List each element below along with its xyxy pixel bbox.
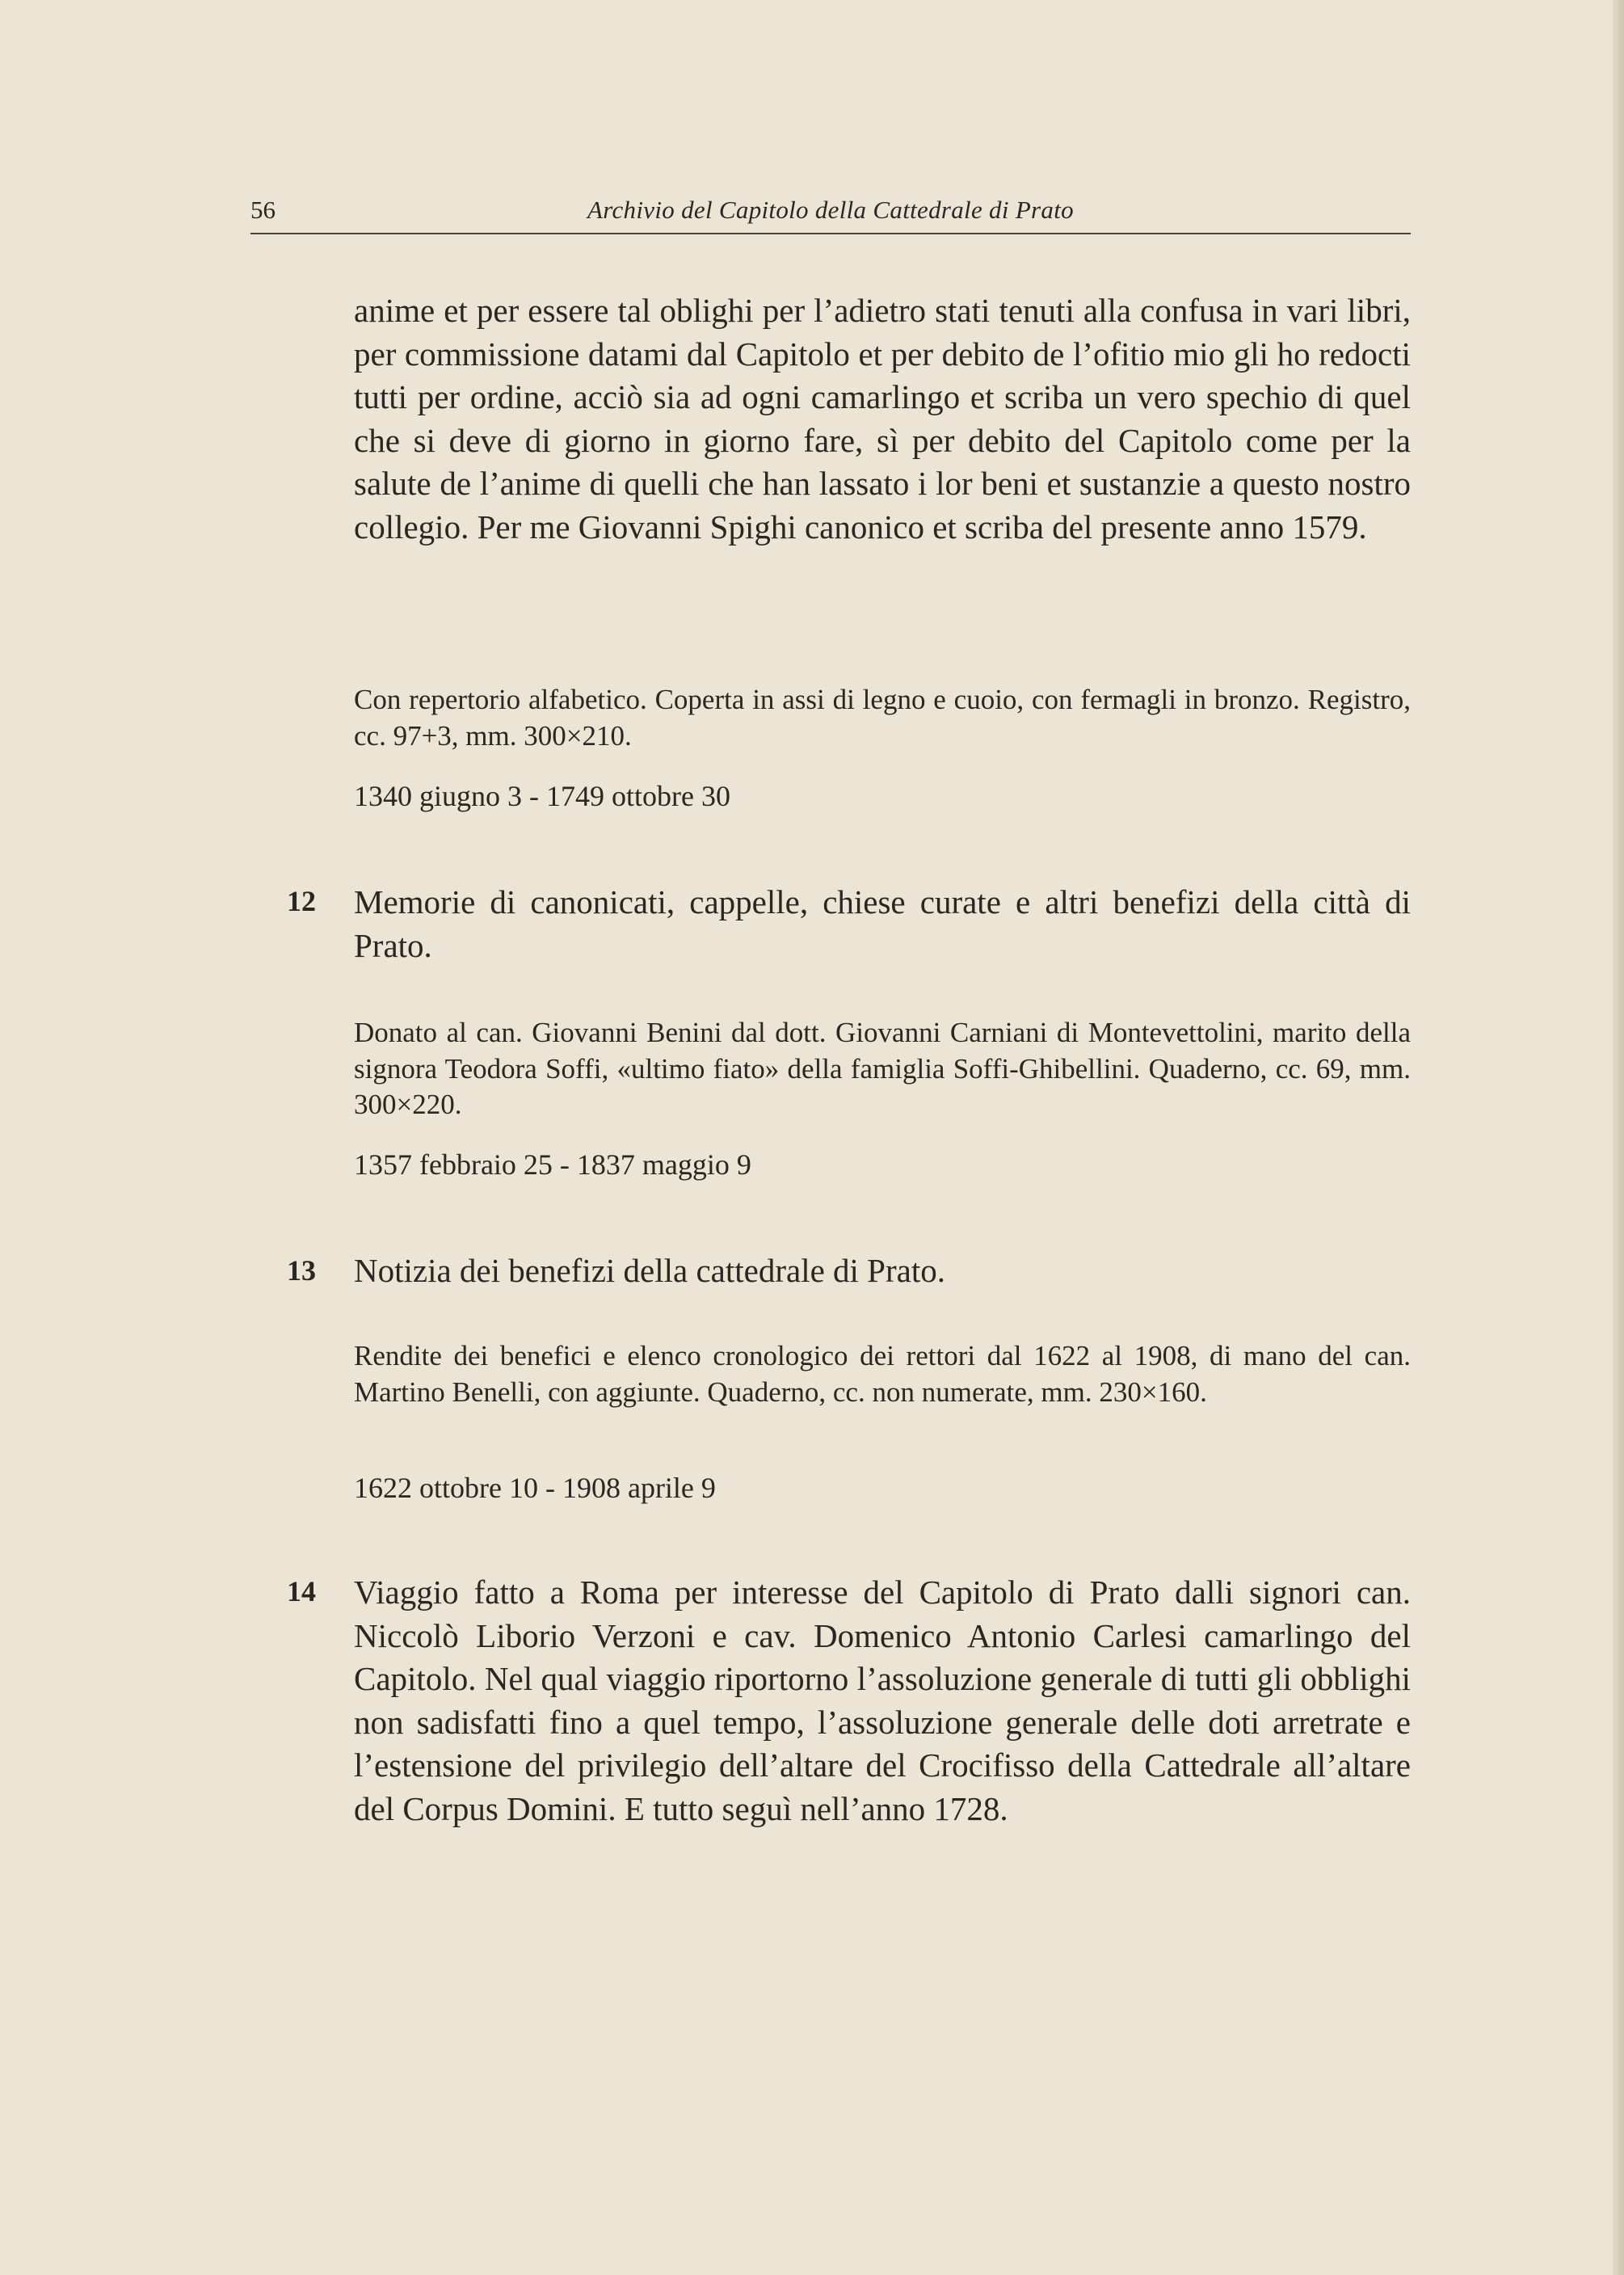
header-title: Archivio del Capitolo della Cattedrale di Prato (587, 196, 1074, 224)
entry-14-number: 14 (287, 1575, 316, 1607)
entry-12-date: 1357 febbraio 25 - 1837 maggio 9 (354, 1148, 751, 1181)
running-head (250, 192, 1411, 234)
entry-12-title: Memorie di canonicati, cappelle, chiese curate e altri benefizi della città di Prato. (354, 883, 1411, 964)
entry-13-number: 13 (287, 1254, 316, 1287)
page-number: 56 (250, 196, 276, 224)
page-edge (1613, 0, 1624, 2275)
entry-13-title: Notizia dei benefizi della cattedrale di Prato. (354, 1252, 945, 1289)
entry-13-date: 1622 ottobre 10 - 1908 aprile 9 (354, 1472, 716, 1504)
continuation-date: 1340 giugno 3 - 1749 ottobre 30 (354, 780, 730, 812)
continuation-note: Con repertorio alfabetico. Coperta in assi di legno e cuoio, con fermagli in bronzo. Registro, cc. 97+3, mm. 300×210. (354, 684, 1411, 752)
entry-12-number: 12 (287, 885, 316, 917)
entry-12-note: Donato al can. Giovanni Benini dal dott. Giovanni Carniani di Montevettolini, marito della signora Teodora Soffi, «ultimo fiato» della famiglia Soffi-Ghibellini. Quaderno, cc. 69, mm. 300×220. (354, 1017, 1411, 1120)
entry-14-title: Viaggio fatto a Roma per interesse del Capitolo di Prato dalli signori can. Niccolò Liborio Verzoni e cav. Domenico Antonio Carlesi camarlingo del Capitolo. Nel qual viaggio riportorno l’assoluzione generale di tutti gli obblighi non sadisfatti fino a quel tempo, l’assoluzione generale delle doti arretrate e l’estensione del privilegio dell’altare del Crocifisso della Cattedrale all’altare del Corpus Domini. E tutto seguì nell’anno 1728. (354, 1574, 1411, 1827)
continuation-text: anime et per essere tal oblighi per l’adietro stati tenuti alla confusa in vari libri, per commissione datami dal Capitolo et per debito de l’ofitio mio gli ho redocti tutti per ordine, acciò sia ad ogni camarlingo et scriba un vero spechio di quel che si deve di giorno in giorno fare, sì per debito del Capitolo come per la salute de l’anime di quelli che han lassato i lor beni et sustanzie a questo nostro collegio. Per me Giovanni Spighi canonico et scriba del presente anno 1579. (354, 292, 1411, 546)
entry-13-note: Rendite dei benefici e elenco cronologico dei rettori dal 1622 al 1908, di mano del can. Martino Benelli, con aggiunte. Quaderno, cc. non numerate, mm. 230×160. (354, 1340, 1411, 1408)
